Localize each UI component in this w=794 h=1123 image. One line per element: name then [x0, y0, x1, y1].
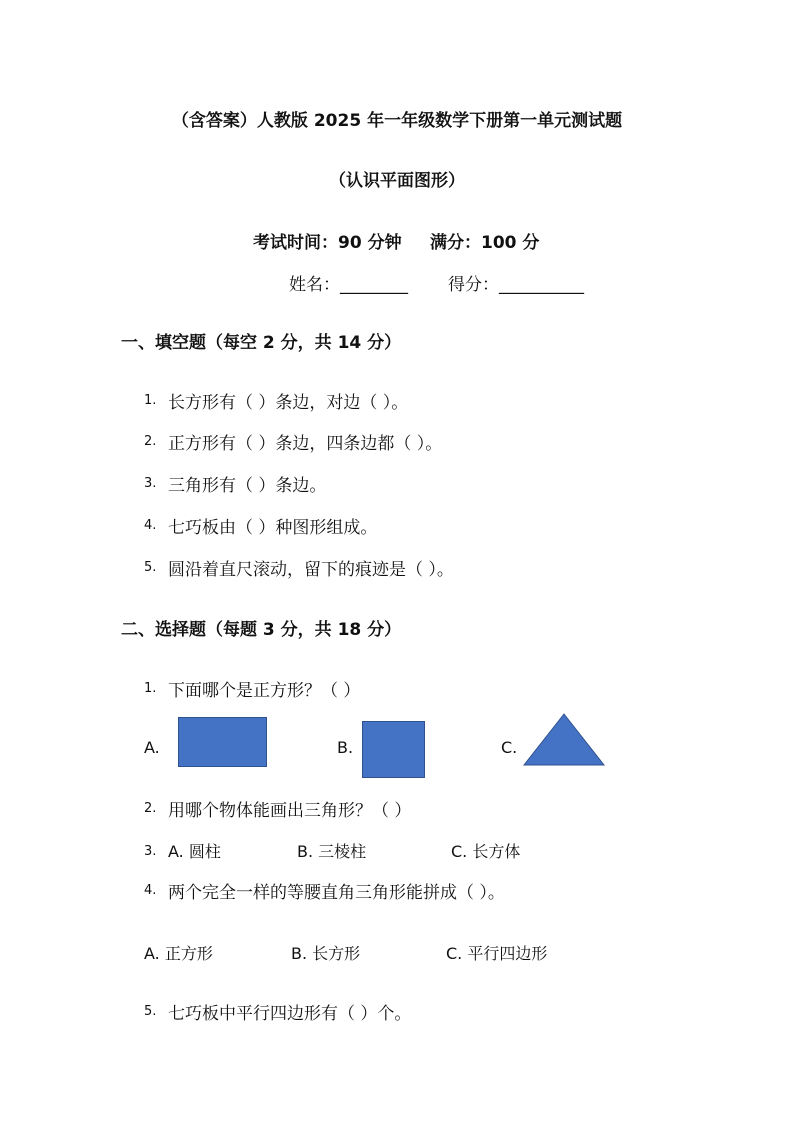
question-text: 用哪个物体能画出三角形？（ ） [168, 801, 412, 821]
name-field: 姓名：________ [289, 275, 408, 295]
page-title: （含答案）人教版 2025 年一年级数学下册第一单元测试题 [171, 111, 623, 131]
question-number: 2. [144, 801, 157, 816]
question-number: 5. [144, 560, 157, 575]
page-subtitle: （认识平面图形） [329, 171, 465, 191]
exam-time: 考试时间：90 分钟 [253, 233, 402, 253]
question-text: 圆沿着直尺滚动，留下的痕迹是（ ）。 [168, 560, 454, 580]
question-number: 1. [144, 393, 157, 408]
question-text: 两个完全一样的等腰直角三角形能拼成（ ）。 [168, 883, 505, 903]
question-text: 正方形有（ ）条边，四条边都（ ）。 [168, 434, 443, 454]
option-a: A. 正方形 [144, 944, 213, 963]
score-field: 得分：__________ [448, 275, 584, 295]
question-number: 4. [144, 518, 157, 533]
question-text: 七巧板中平行四边形有（ ）个。 [168, 1004, 412, 1024]
question-number: 4. [144, 883, 157, 898]
rectangle-icon [178, 717, 267, 767]
question-number: 3. [144, 844, 157, 859]
question-number: 3. [144, 476, 157, 491]
question-text: 七巧板由（ ）种图形组成。 [168, 518, 378, 538]
question-text: 下面哪个是正方形？（ ） [168, 681, 361, 701]
question-number: 5. [144, 1004, 157, 1019]
full-score: 满分：100 分 [430, 233, 540, 253]
question-text: 三角形有（ ）条边。 [168, 476, 327, 496]
option-c: C. 平行四边形 [446, 944, 548, 963]
option-c: C. 长方体 [451, 842, 521, 861]
section-heading-multiple-choice: 二、选择题（每题 3 分，共 18 分） [121, 620, 402, 640]
option-a: A. 圆柱 [168, 842, 221, 861]
option-a-label: A. [144, 738, 160, 757]
option-c-label: C. [501, 738, 518, 757]
option-b: B. 长方形 [291, 944, 361, 963]
question-number: 2. [144, 434, 157, 449]
section-heading-fill-blank: 一、填空题（每空 2 分，共 14 分） [121, 333, 402, 353]
question-number: 1. [144, 681, 157, 696]
square-icon [362, 721, 425, 778]
option-b-label: B. [337, 738, 354, 757]
triangle-icon [522, 712, 606, 767]
option-b: B. 三棱柱 [297, 842, 367, 861]
question-text: 长方形有（ ）条边，对边（ ）。 [168, 393, 409, 413]
